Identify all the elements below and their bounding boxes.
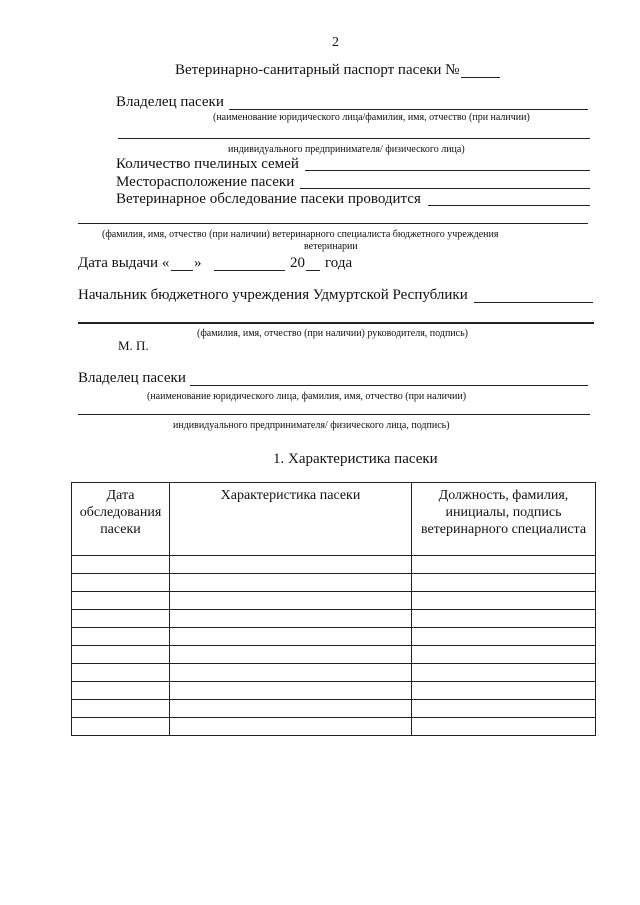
table-row <box>72 664 596 682</box>
location-label: Месторасположение пасеки <box>116 174 295 190</box>
families-field[interactable] <box>305 170 590 171</box>
table-cell[interactable] <box>170 628 412 646</box>
head-hint: (фамилия, имя, отчество (при наличии) руководителя, подпись) <box>197 328 468 339</box>
table-cell[interactable] <box>72 718 170 736</box>
table-row <box>72 628 596 646</box>
table-cell[interactable] <box>72 574 170 592</box>
title-text: Ветеринарно-санитарный паспорт пасеки № <box>175 62 460 78</box>
vet-hint-1: (фамилия, имя, отчество (при наличии) ветеринарного специалиста бюджетного учреждения <box>102 229 499 240</box>
inspection-field[interactable] <box>428 205 590 206</box>
table-row <box>72 718 596 736</box>
owner2-field[interactable] <box>190 385 588 386</box>
table-cell[interactable] <box>72 556 170 574</box>
table-cell[interactable] <box>412 592 596 610</box>
inspection-label: Ветеринарное обследование пасеки проводится <box>116 191 421 207</box>
head-name-field[interactable] <box>474 302 593 303</box>
head-label: Начальник бюджетного учреждения Удмуртской Республики <box>78 287 468 303</box>
issue-date-close-quote: » <box>194 255 202 271</box>
issue-day-field[interactable] <box>171 270 193 271</box>
owner2-label: Владелец пасеки <box>78 370 186 386</box>
table-cell[interactable] <box>412 574 596 592</box>
location-field[interactable] <box>300 188 590 189</box>
table-cell[interactable] <box>170 718 412 736</box>
table-row <box>72 682 596 700</box>
table-cell[interactable] <box>72 646 170 664</box>
table-cell[interactable] <box>170 610 412 628</box>
table-row <box>72 646 596 664</box>
table-cell[interactable] <box>412 664 596 682</box>
table-cell[interactable] <box>72 592 170 610</box>
owner-field[interactable] <box>229 109 588 110</box>
table-cell[interactable] <box>170 646 412 664</box>
table-cell[interactable] <box>412 556 596 574</box>
table-row <box>72 700 596 718</box>
vet-field[interactable] <box>78 223 588 224</box>
characteristics-table <box>71 482 596 736</box>
stamp-label: М. П. <box>118 338 149 353</box>
table-row <box>72 592 596 610</box>
owner-hint-1: (наименование юридического лица/фамилия, имя, отчество (при наличии) <box>213 112 530 123</box>
table-cell[interactable] <box>412 700 596 718</box>
table-header-row <box>72 483 596 556</box>
page-number: 2 <box>332 35 339 50</box>
table-cell[interactable] <box>170 682 412 700</box>
owner2-hint-1: (наименование юридического лица, фамилия, имя, отчество (при наличии) <box>147 391 467 402</box>
table-cell[interactable] <box>170 592 412 610</box>
table-cell[interactable] <box>72 610 170 628</box>
issue-year-suffix: года <box>325 255 353 271</box>
vet-hint-2: ветеринарии <box>304 241 358 252</box>
owner2-field-line-2[interactable] <box>78 414 590 415</box>
table-cell[interactable] <box>170 664 412 682</box>
owner-field-line-2[interactable] <box>118 138 590 139</box>
passport-number-field[interactable] <box>461 77 500 78</box>
table-cell[interactable] <box>72 628 170 646</box>
table-cell[interactable] <box>72 700 170 718</box>
table-cell[interactable] <box>170 700 412 718</box>
table-cell[interactable] <box>72 682 170 700</box>
families-label: Количество пчелиных семей <box>116 156 299 172</box>
page-title <box>175 62 459 79</box>
owner2-hint-2: индивидуального предпринимателя/ физического лица, подпись) <box>173 420 450 431</box>
table-cell[interactable] <box>412 610 596 628</box>
table-cell[interactable] <box>412 682 596 700</box>
owner-hint-2: индивидуального предпринимателя/ физического лица) <box>228 144 465 155</box>
table-row <box>72 556 596 574</box>
section-title: 1. Характеристика пасеки <box>273 451 438 467</box>
issue-date-label: Дата выдачи « <box>78 255 170 271</box>
table-row <box>72 610 596 628</box>
owner-label: Владелец пасеки <box>116 94 224 110</box>
head-signature-field[interactable] <box>78 322 594 324</box>
table-cell[interactable] <box>170 574 412 592</box>
issue-month-field[interactable] <box>214 270 285 271</box>
table-cell[interactable] <box>170 556 412 574</box>
table-cell[interactable] <box>412 718 596 736</box>
table-row <box>72 574 596 592</box>
issue-date <box>78 255 169 272</box>
table-cell[interactable] <box>72 664 170 682</box>
column-header-date: Дата обследования пасеки <box>72 483 170 556</box>
column-header-characteristic: Характеристика пасеки <box>170 483 412 556</box>
issue-year-prefix: 20 <box>290 255 305 271</box>
table-cell[interactable] <box>412 628 596 646</box>
column-header-specialist: Должность, фамилия, инициалы, подпись ветеринарного специалиста <box>412 483 596 556</box>
table-cell[interactable] <box>412 646 596 664</box>
issue-year-field[interactable] <box>306 270 320 271</box>
